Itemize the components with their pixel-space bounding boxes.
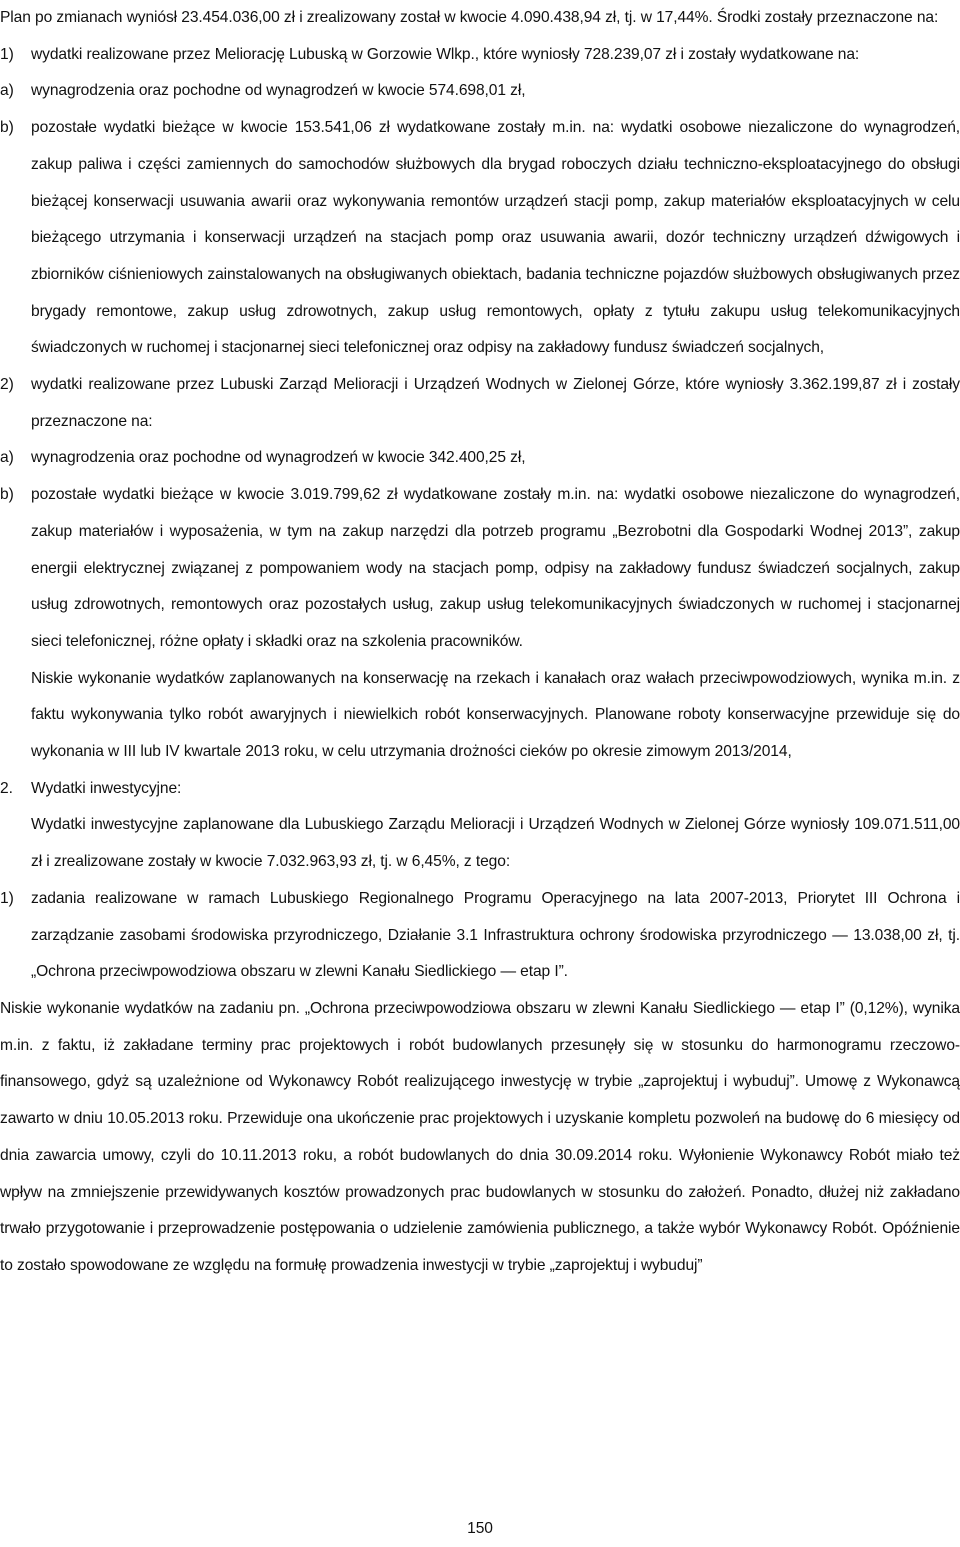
list-marker: 1) xyxy=(0,45,14,63)
list-item-2 xyxy=(0,367,960,440)
list-marker: 2) xyxy=(0,376,14,394)
list-item-text: zadania realizowane w ramach Lubuskiego Regionalnego Programu Operacyjnego na lata 2007-2013, Priorytet III Ochrona i zarządzanie zasobami środowiska przyrodniczego, Działanie 3.1 Infrastruktura ochrony środowiska przyrodniczego — 13.038,00 zł, tj. „Ochrona przeciwpowodziowa obszaru w zlewni Kanału Siedlickiego — etap I”. xyxy=(31,889,960,981)
list-marker: b) xyxy=(0,119,14,137)
list-item-2a xyxy=(0,440,960,477)
list-item-text: wydatki realizowane przez Lubuski Zarząd Melioracji i Urządzeń Wodnych w Zielonej Górze, które wyniosły 3.362.199,87 zł i zostały przeznaczone na: xyxy=(31,376,960,430)
list-item-text: pozostałe wydatki bieżące w kwocie 153.541,06 zł wydatkowane zostały m.in. na: wydatki osobowe niezaliczone do wynagrodzeń, zakup paliwa i części zamiennych do samochodów służbowych dla brygad roboczych działu techniczno-eksploatacyjnego do obsługi bieżącej konserwacji usuwania awarii oraz wykonywania remontów urządzeń stacji pomp, zakup materiałów eksploatacyjnych w celu bieżącego utrzymania i konserwacji urządzeń na stacjach pomp oraz usuwania awarii, dozór techniczny urządzeń dźwigowych i zbiorników ciśnieniowych zainstalowanych na obsługiwanych obiektach, badania techniczne pojazdów służbowych obsługiwanych przez brygady remontowe, zakup usług zdrowotnych, zakup usług remontowych, opłaty z tytułu zakupu usług telekomunikacyjnych świadczonych w ruchomej i stacjonarnej sieci telefonicznej oraz odpisy na zakładowy fundusz świadczeń socjalnych, xyxy=(31,119,960,357)
list-item-text: wynagrodzenia oraz pochodne od wynagrodzeń w kwocie 574.698,01 zł, xyxy=(31,82,526,100)
list-marker: a) xyxy=(0,82,14,100)
list-marker: b) xyxy=(0,486,14,504)
list-item-2b xyxy=(0,477,960,661)
section-heading-text: Wydatki inwestycyjne: xyxy=(31,779,182,797)
section-heading-2 xyxy=(0,771,960,808)
list-marker: a) xyxy=(0,449,14,467)
list-item-text: pozostałe wydatki bieżące w kwocie 3.019.799,62 zł wydatkowane zostały m.in. na: wydatki osobowe niezaliczone do wynagrodzeń, zakup materiałów i wyposażenia, w tym na zakup narzędzi dla potrzeb programu „Bezrobotni dla Gospodarki Wodnej 2013”, zakup energii elektrycznej związanej z pompowaniem wody na stacjach pomp, odpisy na zakładowy fundusz świadczeń socjalnych, zakup usług zdrowotnych, remontowych oraz pozostałych usług, zakup usług telekomunikacyjnych świadczonych w ruchomej i stacjonarnej sieci telefonicznej, różne opłaty i składki oraz na szkolenia pracowników. xyxy=(31,486,960,650)
list-item-text: wydatki realizowane przez Meliorację Lubuską w Gorzowie Wlkp., które wyniosły 728.239,07 zł i zostały wydatkowane na: xyxy=(31,45,860,63)
maintenance-note-paragraph: Niskie wykonanie wydatków zaplanowanych na konserwację na rzekach i kanałach oraz wałach przeciwpowodziowych, wynika m.in. z faktu wykonywania tylko robót awaryjnych i niewielkich robót konserwacyjnych. Planowane roboty konserwacyjne przewiduje się do wykonania w III lub IV kwartale 2013 roku, w celu utrzymania drożności cieków po okresie zimowym 2013/2014, xyxy=(31,669,960,761)
final-paragraph: Niskie wykonanie wydatków na zadaniu pn. „Ochrona przeciwpowodziowa obszaru w zlewni Kanału Siedlickiego — etap I” (0,12%), wynika m.in. z faktu, iż zakładane terminy prac projektowych i robót budowlanych przesunęły się w stosunku do harmonogramu rzeczowo-finansowego, gdyż są uzależnione od Wykonawcy Robót realizującego inwestycję w trybie „zaprojektuj i wybuduj”. Umowę z Wykonawcą zawarto w dniu 10.05.2013 roku. Przewiduje ona ukończenie prac projektowych i uzyskanie kompletu pozwoleń na budowę do 6 miesięcy od dnia zawarcia umowy, czyli do 10.11.2013 roku, a robót budowlanych do dnia 30.09.2014 roku. Wyłonienie Wykonawcy Robót miało też wpływ na zmniejszenie przewidywanych kosztów prowadzonych prac budowlanych w stosunku do założeń. Ponadto, dłużej niż zakładano trwało przygotowanie i przeprowadzenie postępowania o udzielenie zamówienia publicznego, a także wybór Wykonawcy Robót. Opóźnienie to zostało spowodowane ze względu na formułę prowadzenia inwestycji w trybie „zaprojektuj i wybuduj” xyxy=(0,999,960,1274)
list-item-1 xyxy=(0,37,960,74)
investment-paragraph: Wydatki inwestycyjne zaplanowane dla Lubuskiego Zarządu Melioracji i Urządzeń Wodnych w Zielonej Górze wyniosły 109.071.511,00 zł i zrealizowane zostały w kwocie 7.032.963,93 zł, tj. w 6,45%, z tego: xyxy=(31,816,960,871)
investment-list-item-1 xyxy=(0,881,960,991)
list-item-text: wynagrodzenia oraz pochodne od wynagrodzeń w kwocie 342.400,25 zł, xyxy=(31,449,526,467)
list-item-1a xyxy=(0,73,960,110)
list-item-1b xyxy=(0,110,960,367)
page-number: 150 xyxy=(467,1520,493,1537)
section-marker: 2. xyxy=(0,779,13,797)
intro-paragraph: Plan po zmianach wyniósł 23.454.036,00 zł i zrealizowany został w kwocie 4.090.438,94 zł, tj. w 17,44%. Środki zostały przeznaczone na: xyxy=(0,9,939,26)
list-marker: 1) xyxy=(0,889,14,907)
